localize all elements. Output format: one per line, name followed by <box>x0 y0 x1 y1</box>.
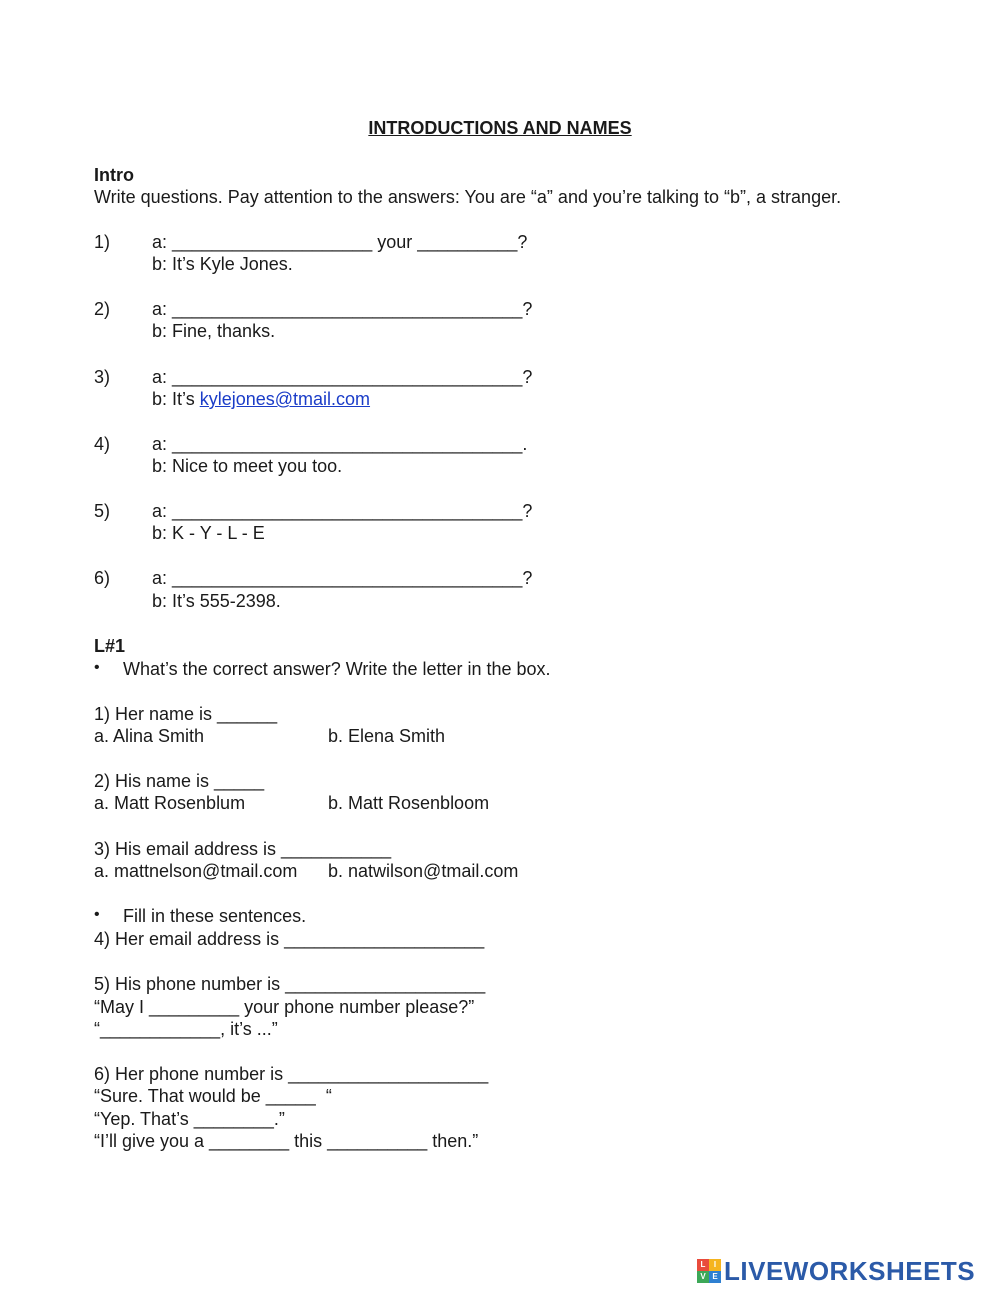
intro-item-b-prefix: b: It’s <box>152 389 200 409</box>
bullet-icon: • <box>94 659 100 676</box>
intro-item-number: 3) <box>94 367 111 387</box>
l1-option-a: a. Alina Smith <box>94 726 205 746</box>
l1-question: 6) Her phone number is ____________________ <box>94 1064 489 1084</box>
intro-item-a: a: ___________________________________? <box>152 568 533 588</box>
intro-item-a: a: ___________________________________? <box>152 367 533 387</box>
bullet-icon: • <box>94 906 100 923</box>
intro-item-a: a: ___________________________________? <box>152 501 533 521</box>
l1-dialogue-line: “May I _________ your phone number please?” <box>94 997 475 1017</box>
l1-instruction: What’s the correct answer? Write the letter in the box. <box>123 659 551 679</box>
liveworksheets-logo <box>697 1257 975 1285</box>
intro-heading: Intro <box>94 165 134 185</box>
email-link[interactable]: kylejones@tmail.com <box>199 389 371 409</box>
intro-item-number: 4) <box>94 434 111 454</box>
l1-option-b: b. Elena Smith <box>328 726 446 746</box>
intro-item-b: b: It’s 555-2398. <box>152 591 281 611</box>
l1-dialogue-line: “Sure. That would be _____ “ <box>94 1086 332 1106</box>
l1-heading: L#1 <box>94 636 126 656</box>
intro-item-number: 1) <box>94 232 111 252</box>
intro-instruction: Write questions. Pay attention to the answers: You are “a” and you’re talking to “b”, a stranger. <box>94 187 842 207</box>
intro-item-b: b: K - Y - L - E <box>152 523 265 543</box>
l1-option-b: b. natwilson@tmail.com <box>328 861 519 881</box>
page-title: INTRODUCTIONS AND NAMES <box>368 118 632 138</box>
l1-question: 3) His email address is ___________ <box>94 839 392 859</box>
intro-item-number: 5) <box>94 501 111 521</box>
l1-dialogue-line: “____________, it’s ...” <box>94 1019 278 1039</box>
l1-option-b: b. Matt Rosenbloom <box>328 793 490 813</box>
l1-question: 5) His phone number is ____________________ <box>94 974 486 994</box>
intro-item-a: a: ___________________________________. <box>152 434 528 454</box>
l1-question: 1) Her name is ______ <box>94 704 278 724</box>
l1-question: 2) His name is _____ <box>94 771 265 791</box>
logo-squares-icon: L I V E <box>697 1259 721 1283</box>
intro-item-b <box>152 388 370 410</box>
l1-dialogue-line: “I’ll give you a ________ this __________ then.” <box>94 1131 479 1151</box>
intro-item-b: b: It’s Kyle Jones. <box>152 254 293 274</box>
l1-option-a: a. mattnelson@tmail.com <box>94 861 298 881</box>
intro-item-number: 2) <box>94 299 111 319</box>
intro-item-b: b: Fine, thanks. <box>152 321 276 341</box>
logo-text: LIVEWORKSHEETS <box>724 1255 976 1286</box>
l1-option-a: a. Matt Rosenblum <box>94 793 246 813</box>
intro-item-a: a: ____________________ your __________? <box>152 232 528 252</box>
l1-question: 4) Her email address is ____________________ <box>94 929 485 949</box>
intro-item-b: b: Nice to meet you too. <box>152 456 343 476</box>
intro-item-number: 6) <box>94 568 111 588</box>
l1-instruction-2: Fill in these sentences. <box>123 906 307 926</box>
intro-item-a: a: ___________________________________? <box>152 299 533 319</box>
l1-dialogue-line: “Yep. That’s ________.” <box>94 1109 285 1129</box>
